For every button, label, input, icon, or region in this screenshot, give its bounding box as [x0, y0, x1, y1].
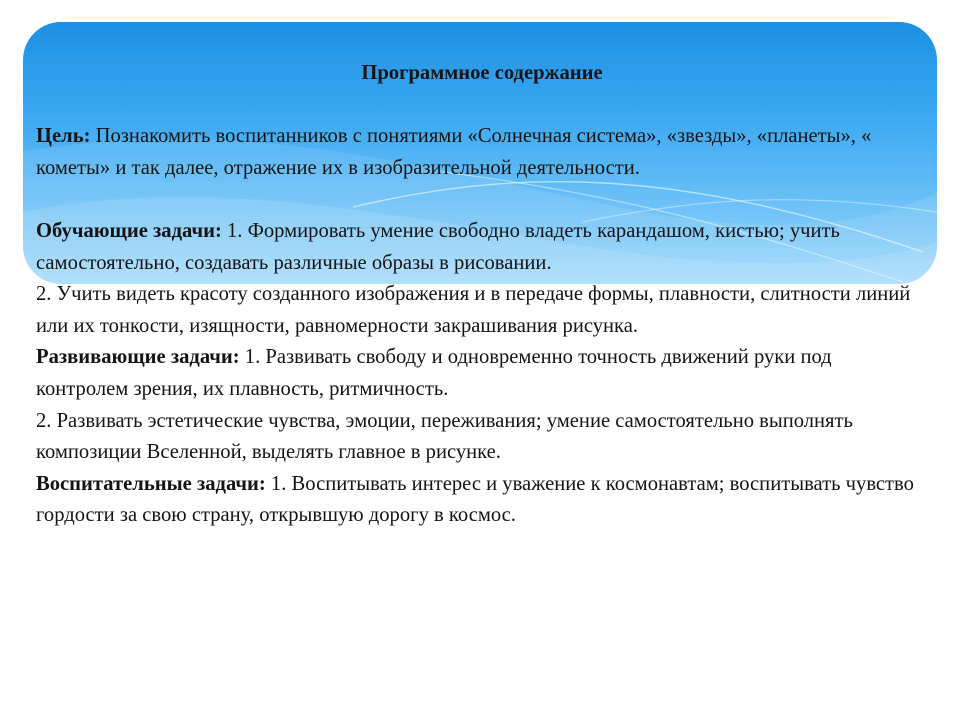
teaching-text-1: 1. Формировать умение свободно владеть карандашом, кистью; учить самостоятельно, создавать различные образы в рисовании.: [36, 219, 840, 274]
page-title: Программное содержание: [361, 62, 603, 84]
program-content: [36, 58, 928, 532]
upbringing-text: 1. Воспитывать интерес и уважение к космонавтам; воспитывать чувство гордости за свою страну, открывшую дорогу в космос.: [36, 472, 914, 527]
developing-text-1: 1. Развивать свободу и одновременно точность движений руки под контролем зрения, их плавность, ритмичность.: [36, 346, 832, 400]
teaching-label: Обучающие задачи:: [36, 219, 222, 242]
developing-paragraph-2: 2. Развивать эстетические чувства, эмоции, переживания; умение самостоятельно выполнять композиции Вселенной, выделять главное в рисунке.: [36, 409, 853, 464]
goal-label: Цель:: [36, 125, 91, 148]
teaching-paragraph: [36, 216, 928, 279]
developing-paragraph: [36, 342, 928, 405]
upbringing-label: Воспитательные задачи:: [36, 472, 266, 495]
developing-label: Развивающие задачи:: [36, 346, 240, 369]
upbringing-paragraph: [36, 469, 928, 532]
goal-paragraph: [36, 121, 928, 184]
goal-text: Познакомить воспитанников с понятиями «Солнечная система», «звезды», «планеты», « кометы» и так далее, отражение их в изобразительной деятельности.: [36, 125, 872, 179]
spacer: [36, 90, 928, 122]
spacer: [36, 184, 928, 216]
teaching-paragraph-2: 2. Учить видеть красоту созданного изображения и в передаче формы, плавности, слитности линий или их тонкости, изящности, равномерности закрашивания рисунка.: [36, 283, 911, 337]
